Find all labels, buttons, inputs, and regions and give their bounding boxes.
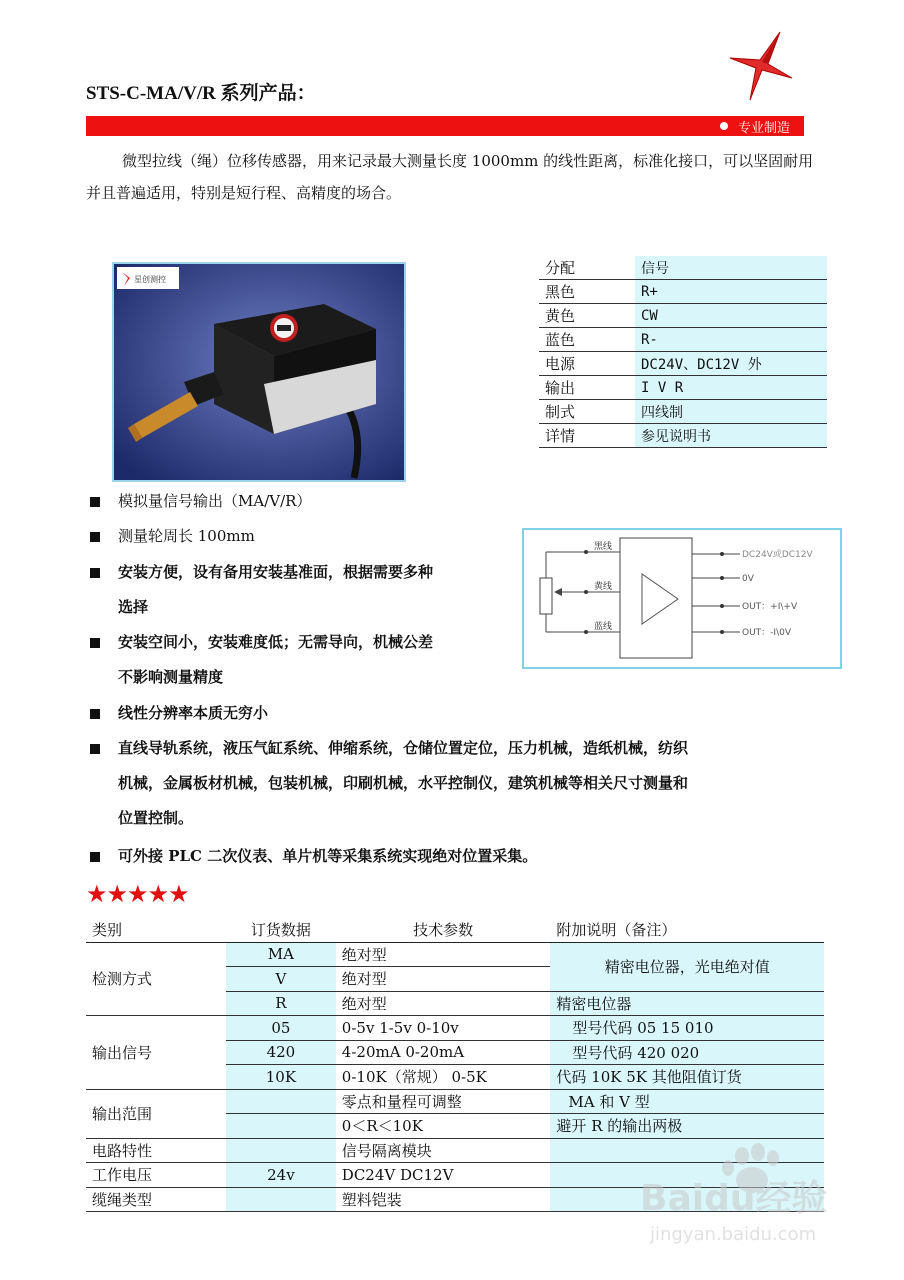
spec-value: 信号 <box>635 256 827 280</box>
param-cell: 0＜R＜10K <box>336 1114 551 1139</box>
order-code-cell <box>226 1187 336 1212</box>
column-header: 技术参数 <box>336 918 551 942</box>
list-item-text: 测量轮周长 100mm <box>118 527 255 545</box>
table-row <box>539 376 827 400</box>
list-item-text: 直线导轨系统，液压气缸系统、伸缩系统，仓储位置定位，压力机械，造纸机械，纺织 <box>118 739 689 757</box>
square-bullet-icon <box>90 709 100 719</box>
square-bullet-icon <box>90 497 100 507</box>
param-cell: 信号隔离模块 <box>336 1138 551 1163</box>
order-code-cell: 10K <box>226 1065 336 1090</box>
param-cell: 0-10K（常规） 0-5K <box>336 1065 551 1090</box>
category-cell: 输出信号 <box>86 1016 226 1090</box>
param-cell: 0-5v 1-5v 0-10v <box>336 1016 551 1041</box>
table-row <box>539 424 827 448</box>
column-header: 类别 <box>86 918 226 942</box>
bar-tag: 专业制造 <box>738 121 791 136</box>
list-item-text: 安装空间小，安装难度低；无需导向，机械公差 <box>118 633 434 651</box>
order-code-cell: V <box>226 967 336 992</box>
page-title: STS-C-MA/V/R 系列产品： <box>86 83 316 104</box>
table-row <box>539 328 827 352</box>
list-item-text: 可外接 PLC 二次仪表、单片机等采集系统实现绝对位置采集。 <box>118 847 538 865</box>
list-item-text: 位置控制。 <box>118 809 194 827</box>
square-bullet-icon <box>90 532 100 542</box>
square-bullet-icon <box>90 852 100 862</box>
watermark-url: jingyan.baidu.com <box>650 1224 817 1245</box>
bullet-dot-icon <box>720 122 728 130</box>
list-item-text: 不影响测量精度 <box>118 668 224 686</box>
wire-yellow-label: 黄线 <box>594 582 613 592</box>
spec-value: CW <box>635 304 827 328</box>
order-code-cell <box>226 1089 336 1114</box>
spec-value: 四线制 <box>635 400 827 424</box>
table-row <box>86 942 824 967</box>
signal-spec-table <box>539 256 827 448</box>
param-cell: 零点和量程可调整 <box>336 1089 551 1114</box>
table-row <box>86 1089 824 1114</box>
order-code-cell: 05 <box>226 1016 336 1041</box>
spec-value: 参见说明书 <box>635 424 827 448</box>
wire-black-label: 黑线 <box>594 542 613 552</box>
table-header-row <box>86 918 824 942</box>
spec-value: R- <box>635 328 827 352</box>
note-cell: 型号代码 420 020 <box>550 1040 824 1065</box>
output-negative-label: OUT：-I\0V <box>742 628 791 638</box>
category-cell: 检测方式 <box>86 942 226 1016</box>
square-bullet-icon <box>90 568 100 578</box>
spec-key: 黑色 <box>539 280 635 304</box>
output-positive-label: OUT：+I\+V <box>742 602 798 612</box>
spec-key: 黄色 <box>539 304 635 328</box>
square-bullet-icon <box>90 638 100 648</box>
category-cell: 工作电压 <box>86 1163 226 1188</box>
note-cell: 精密电位器，光电绝对值 <box>550 942 824 991</box>
order-code-cell: 420 <box>226 1040 336 1065</box>
param-cell: 4-20mA 0-20mA <box>336 1040 551 1065</box>
spec-value: I V R <box>635 376 827 400</box>
spec-key: 制式 <box>539 400 635 424</box>
wiring-diagram <box>522 528 842 669</box>
company-logo <box>728 30 794 102</box>
list-item-text: 线性分辨率本质无穷小 <box>118 704 269 722</box>
spec-key: 详情 <box>539 424 635 448</box>
category-cell: 缆绳类型 <box>86 1187 226 1212</box>
note-cell: 代码 10K 5K 其他阻值订货 <box>550 1065 824 1090</box>
list-item-text: 选择 <box>118 598 149 616</box>
order-code-cell <box>226 1138 336 1163</box>
column-header: 订货数据 <box>226 918 336 942</box>
param-cell: 绝对型 <box>336 967 551 992</box>
watermark-brand: Baidu经验 <box>640 1178 828 1219</box>
note-cell: MA 和 V 型 <box>550 1089 824 1114</box>
spec-key: 电源 <box>539 352 635 376</box>
param-cell: DC24V DC12V <box>336 1163 551 1188</box>
table-row <box>86 1016 824 1041</box>
note-cell: 避开 R 的输出两极 <box>550 1114 824 1139</box>
note-cell: 型号代码 05 15 010 <box>550 1016 824 1041</box>
intro-paragraph: 微型拉线（绳）位移传感器，用来记录最大测量长度 1000mm 的线性距离，标准化接口，可以坚固耐用并且普遍适用，特别是短行程、高精度的场合。 <box>86 152 814 202</box>
list-item-text: 安装方便，设有备用安装基准面，根据需要多种 <box>118 563 434 581</box>
rating-stars: ★★★★★ <box>86 880 189 908</box>
list-item-text: 机械，金属板材机械，包装机械，印刷机械，水平控制仪，建筑机械等相关尺寸测量和 <box>118 774 689 792</box>
param-cell: 塑料铠装 <box>336 1187 551 1212</box>
spec-value: R+ <box>635 280 827 304</box>
spec-key: 输出 <box>539 376 635 400</box>
param-cell: 绝对型 <box>336 991 551 1016</box>
list-item-text: 模拟量信号输出（MA/V/R） <box>118 492 312 510</box>
spec-key: 分配 <box>539 256 635 280</box>
square-bullet-icon <box>90 744 100 754</box>
order-code-cell: 24v <box>226 1163 336 1188</box>
table-row <box>539 352 827 376</box>
table-row <box>539 400 827 424</box>
spec-key: 蓝色 <box>539 328 635 352</box>
output-zero-label: 0V <box>742 574 754 584</box>
column-header: 附加说明（备注） <box>550 918 824 942</box>
sensor-image <box>114 264 404 480</box>
red-header-bar <box>86 116 804 136</box>
order-code-cell <box>226 1114 336 1139</box>
order-code-cell: MA <box>226 942 336 967</box>
note-cell: 精密电位器 <box>550 991 824 1016</box>
order-code-cell: R <box>226 991 336 1016</box>
table-row <box>539 280 827 304</box>
brand-label: 星创测控 <box>134 275 166 284</box>
table-row <box>539 256 827 280</box>
product-photo <box>112 262 406 482</box>
wire-blue-label: 蓝线 <box>594 622 613 632</box>
param-cell: 绝对型 <box>336 942 551 967</box>
category-cell: 输出范围 <box>86 1089 226 1138</box>
spec-value: DC24V、DC12V 外 <box>635 352 827 376</box>
baidu-watermark <box>630 1140 870 1250</box>
category-cell: 电路特性 <box>86 1138 226 1163</box>
output-power-label: DC24V或DC12V <box>742 550 813 560</box>
table-row <box>539 304 827 328</box>
